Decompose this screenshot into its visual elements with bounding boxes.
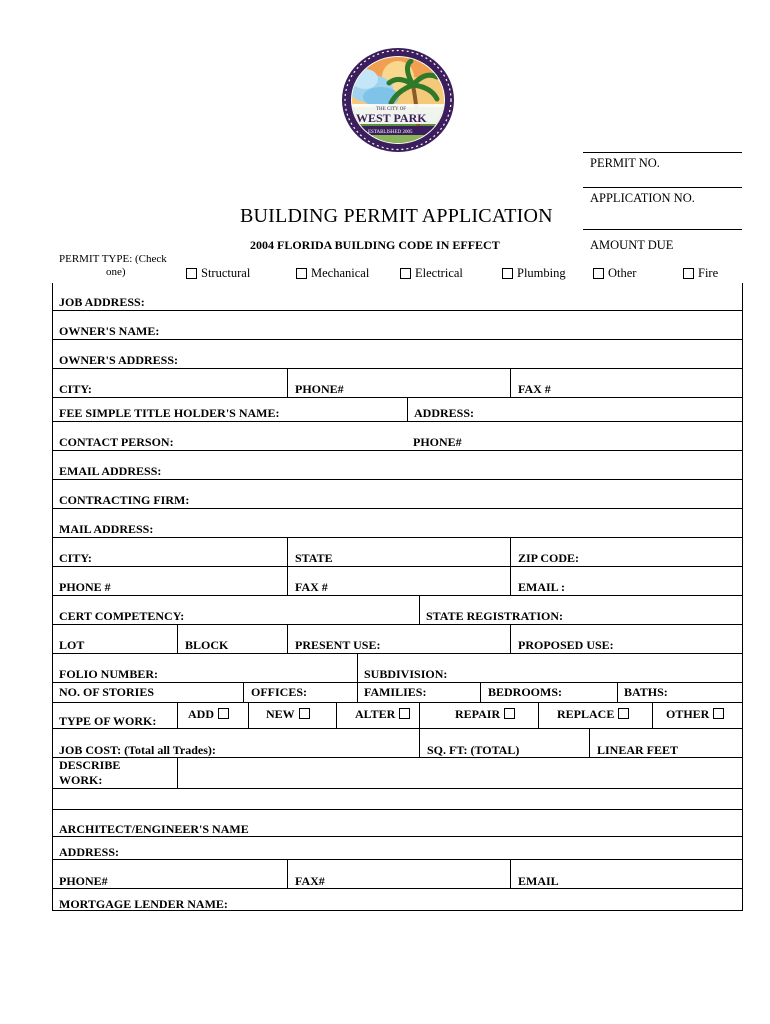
type-of-work-option-label: ALTER bbox=[355, 707, 396, 721]
city-seal-logo bbox=[341, 47, 455, 153]
checkbox-icon[interactable] bbox=[400, 268, 411, 279]
fee-simple-address-label: ADDRESS: bbox=[414, 406, 475, 420]
type-of-work-option-label: NEW bbox=[266, 707, 295, 721]
permit-type-option-label: Structural bbox=[201, 266, 251, 280]
email-address-label: EMAIL ADDRESS: bbox=[59, 464, 162, 478]
seal-established: ESTABLISHED 2005 bbox=[368, 130, 413, 135]
permit-type-mechanical[interactable] bbox=[296, 266, 369, 281]
checkbox-icon[interactable] bbox=[504, 708, 515, 719]
describe-work-label-line1: DESCRIBE bbox=[59, 758, 121, 772]
checkbox-icon[interactable] bbox=[218, 708, 229, 719]
permit-type-option-label: Electrical bbox=[415, 266, 463, 280]
contractor-zip-label: ZIP CODE: bbox=[518, 551, 580, 565]
permit-type-option-label: Plumbing bbox=[517, 266, 566, 280]
permit-type-option-label: Mechanical bbox=[311, 266, 370, 280]
contractor-fax-label: FAX # bbox=[295, 580, 328, 594]
amount-due-label: AMOUNT DUE bbox=[590, 238, 674, 252]
checkbox-icon[interactable] bbox=[593, 268, 604, 279]
checkbox-icon[interactable] bbox=[399, 708, 410, 719]
mortgage-lender-label: MORTGAGE LENDER NAME: bbox=[59, 897, 228, 911]
application-no-line bbox=[583, 187, 742, 188]
contact-person-label: CONTACT PERSON: bbox=[59, 435, 174, 449]
permit-type-electrical[interactable] bbox=[400, 266, 463, 281]
type-of-work-repair[interactable] bbox=[455, 707, 515, 722]
architect-name-label: ARCHITECT/ENGINEER'S NAME bbox=[59, 822, 249, 836]
checkbox-icon[interactable] bbox=[618, 708, 629, 719]
job-cost-label: JOB COST: (Total all Trades): bbox=[59, 743, 216, 757]
type-of-work-label: TYPE OF WORK: bbox=[59, 714, 157, 728]
permit-type-plumbing[interactable] bbox=[502, 266, 566, 281]
permit-form-grid bbox=[52, 283, 743, 911]
permit-type-label-line1: PERMIT TYPE: (Check bbox=[59, 253, 167, 265]
lot-label: LOT bbox=[59, 638, 85, 652]
type-of-work-alter[interactable] bbox=[355, 707, 410, 722]
baths-label: BATHS: bbox=[624, 685, 668, 699]
contact-phone-label: PHONE# bbox=[413, 435, 462, 449]
architect-phone-label: PHONE# bbox=[59, 874, 108, 888]
sq-ft-label: SQ. FT: (TOTAL) bbox=[427, 743, 520, 757]
contractor-email-label: EMAIL : bbox=[518, 580, 566, 594]
bedrooms-label: BEDROOMS: bbox=[488, 685, 563, 699]
type-of-work-add[interactable] bbox=[188, 707, 229, 722]
owner-city-label: CITY: bbox=[59, 382, 92, 396]
folio-number-label: FOLIO NUMBER: bbox=[59, 667, 158, 681]
owner-phone-label: PHONE# bbox=[295, 382, 344, 396]
permit-no-label: PERMIT NO. bbox=[590, 156, 660, 170]
permit-type-structural[interactable] bbox=[186, 266, 250, 281]
no-of-stories-label: NO. OF STORIES bbox=[59, 685, 155, 699]
cert-competency-label: CERT COMPETENCY: bbox=[59, 609, 185, 623]
contractor-phone-label: PHONE # bbox=[59, 580, 111, 594]
contractor-city-label: CITY: bbox=[59, 551, 92, 565]
type-of-work-option-label: OTHER bbox=[666, 707, 710, 721]
architect-fax-label: FAX# bbox=[295, 874, 325, 888]
type-of-work-option-label: REPLACE bbox=[557, 707, 615, 721]
type-of-work-option-label: REPAIR bbox=[455, 707, 501, 721]
contractor-state-label: STATE bbox=[295, 551, 333, 565]
owners-name-label: OWNER'S NAME: bbox=[59, 324, 160, 338]
checkbox-icon[interactable] bbox=[713, 708, 724, 719]
seal-text-top: THE CITY OF bbox=[376, 107, 407, 112]
describe-work-label bbox=[59, 758, 120, 788]
type-of-work-other[interactable] bbox=[666, 707, 724, 722]
page-subtitle: 2004 FLORIDA BUILDING CODE IN EFFECT bbox=[250, 238, 500, 252]
checkbox-icon[interactable] bbox=[299, 708, 310, 719]
permit-type-label bbox=[59, 253, 179, 279]
checkbox-icon[interactable] bbox=[683, 268, 694, 279]
families-label: FAMILIES: bbox=[364, 685, 427, 699]
type-of-work-new[interactable] bbox=[266, 707, 310, 722]
permit-type-option-label: Fire bbox=[698, 266, 719, 280]
checkbox-icon[interactable] bbox=[296, 268, 307, 279]
owners-address-label: OWNER'S ADDRESS: bbox=[59, 353, 179, 367]
present-use-label: PRESENT USE: bbox=[295, 638, 381, 652]
page-title: BUILDING PERMIT APPLICATION bbox=[240, 205, 553, 227]
checkbox-icon[interactable] bbox=[502, 268, 513, 279]
permit-type-label-line2: one) bbox=[106, 266, 126, 278]
architect-email-label: EMAIL bbox=[518, 874, 559, 888]
type-of-work-replace[interactable] bbox=[557, 707, 629, 722]
permit-type-option-label: Other bbox=[608, 266, 637, 280]
form-fields bbox=[52, 283, 743, 911]
proposed-use-label: PROPOSED USE: bbox=[518, 638, 614, 652]
mail-address-label: MAIL ADDRESS: bbox=[59, 522, 154, 536]
type-of-work-option-label: ADD bbox=[188, 707, 214, 721]
linear-feet-label: LINEAR FEET bbox=[597, 743, 679, 757]
block-label: BLOCK bbox=[185, 638, 229, 652]
checkbox-icon[interactable] bbox=[186, 268, 197, 279]
permit-type-fire[interactable] bbox=[683, 266, 718, 281]
application-no-label: APPLICATION NO. bbox=[590, 191, 695, 205]
seal-name: WEST PARK bbox=[356, 111, 427, 125]
offices-label: OFFICES: bbox=[251, 685, 308, 699]
state-registration-label: STATE REGISTRATION: bbox=[426, 609, 564, 623]
subdivision-label: SUBDIVISION: bbox=[364, 667, 448, 681]
fee-simple-holder-label: FEE SIMPLE TITLE HOLDER'S NAME: bbox=[59, 406, 280, 420]
architect-address-label: ADDRESS: bbox=[59, 845, 120, 859]
job-address-label: JOB ADDRESS: bbox=[59, 295, 145, 309]
owner-fax-label: FAX # bbox=[518, 382, 551, 396]
describe-work-label-line2: WORK: bbox=[59, 773, 103, 787]
permit-type-other[interactable] bbox=[593, 266, 636, 281]
amount-due-line bbox=[583, 229, 742, 230]
permit-no-line bbox=[583, 152, 742, 153]
contracting-firm-label: CONTRACTING FIRM: bbox=[59, 493, 190, 507]
